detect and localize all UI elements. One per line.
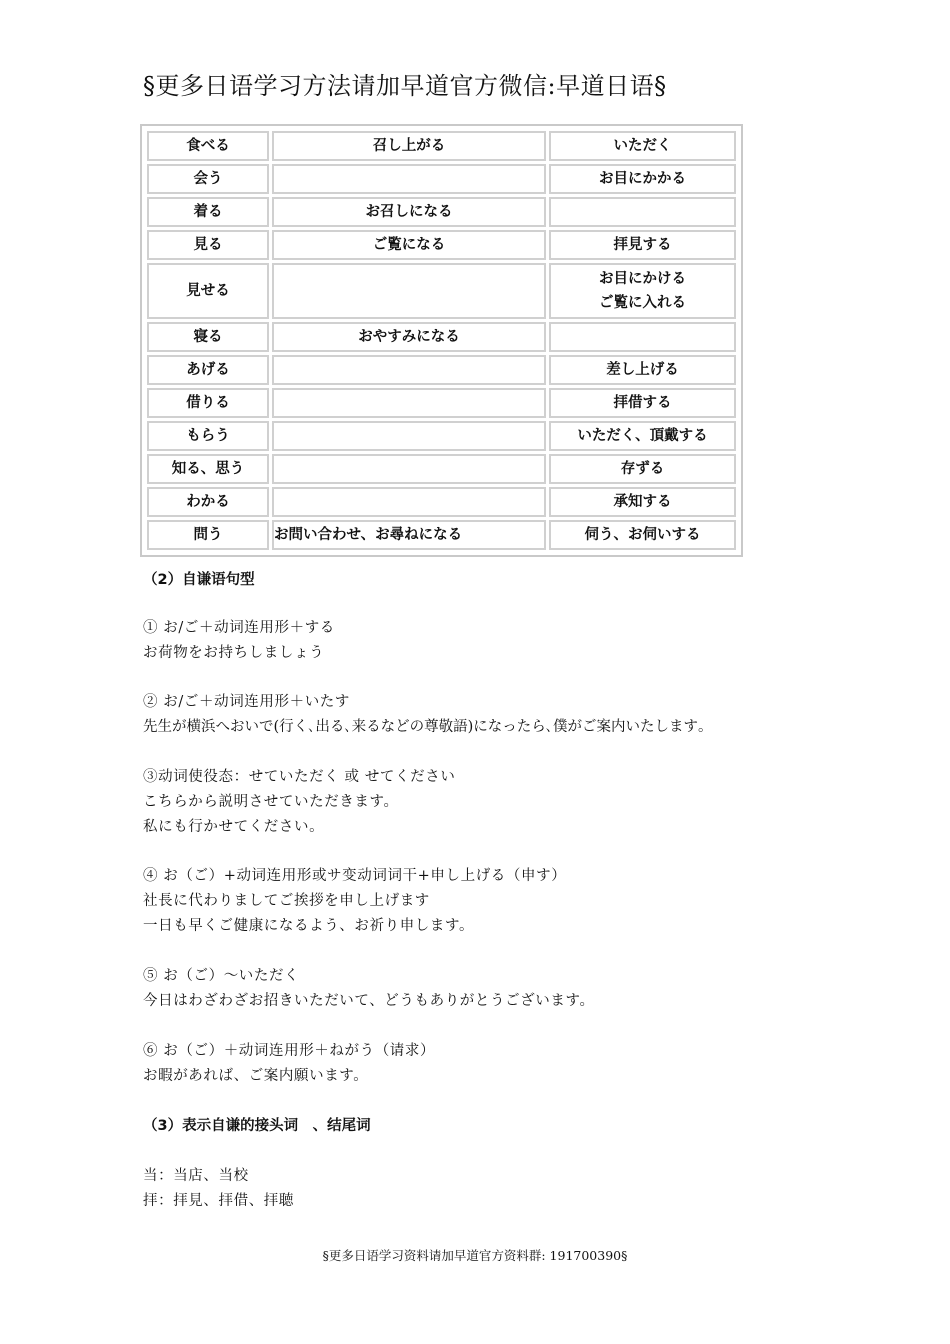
plain-form-cell: 知る、思う xyxy=(147,454,269,484)
pattern-6-title: ⑥ お（ご）＋动词连用形＋ねがう（请求） xyxy=(143,1043,436,1059)
pattern-3-title: ③动词使役态：せていただく 或 せてください xyxy=(143,769,456,785)
kenjogo-text: お目にかける xyxy=(599,271,686,287)
sonkeigo-cell: 召し上がる xyxy=(272,131,546,161)
plain-form-cell: 着る xyxy=(147,197,269,227)
plain-form-cell: 寝る xyxy=(147,322,269,352)
kenjogo-text: 存ずる xyxy=(620,461,665,477)
verb-honorific-table xyxy=(140,124,743,557)
sonkeigo-cell xyxy=(272,388,546,418)
kenjogo-text: 伺う、お伺いする xyxy=(584,527,701,543)
table-row xyxy=(147,355,736,385)
sonkeigo-cell: お召しになる xyxy=(272,197,546,227)
kenjogo-cell xyxy=(549,421,736,451)
kenjogo-cell xyxy=(549,388,736,418)
pattern-3-example-1: こちらから説明させていただきます。 xyxy=(143,794,399,810)
kenjogo-cell xyxy=(549,131,736,161)
sonkeigo-cell xyxy=(272,421,546,451)
prefix-line-2: 拝：拝見、拝借、拝聴 xyxy=(143,1193,294,1209)
table-row xyxy=(147,230,736,260)
prefix-line-1: 当：当店、当校 xyxy=(143,1168,249,1184)
kenjogo-cell xyxy=(549,487,736,517)
pattern-2-title: ② お/ご＋动词连用形＋いたす xyxy=(143,694,350,710)
sonkeigo-cell xyxy=(272,355,546,385)
kenjogo-cell xyxy=(549,454,736,484)
plain-form-cell: 見る xyxy=(147,230,269,260)
pattern-4-title: ④ お（ご）+动词连用形或サ变动词词干+申し上げる（申す） xyxy=(143,868,567,884)
kenjogo-text: ご覧に入れる xyxy=(599,295,686,311)
kenjogo-cell xyxy=(549,322,736,352)
pattern-4-example-2: 一日も早くご健康になるよう、お祈り申します。 xyxy=(143,918,475,934)
kenjogo-cell xyxy=(549,197,736,227)
kenjogo-text: 拝借する xyxy=(613,395,672,411)
kenjogo-cell xyxy=(549,355,736,385)
page-footer: §更多日语学习资料请加早道官方资料群: 191700390§ xyxy=(322,1248,628,1263)
kenjogo-cell xyxy=(549,230,736,260)
sonkeigo-cell xyxy=(272,263,546,319)
sonkeigo-cell: おやすみになる xyxy=(272,322,546,352)
table-row xyxy=(147,388,736,418)
table-row xyxy=(147,487,736,517)
plain-form-cell: 見せる xyxy=(147,263,269,319)
pattern-6-example: お暇があれば、ご案内願います。 xyxy=(143,1068,369,1084)
pattern-5-title: ⑤ お（ご）～いただく xyxy=(143,968,300,984)
pattern-3-example-2: 私にも行かせてください。 xyxy=(143,819,325,835)
sonkeigo-cell xyxy=(272,454,546,484)
table-row xyxy=(147,131,736,161)
table-row xyxy=(147,263,736,319)
plain-form-cell: 食べる xyxy=(147,131,269,161)
plain-form-cell: あげる xyxy=(147,355,269,385)
pattern-5-example: 今日はわざわざお招きいただいて、どうもありがとうございます。 xyxy=(143,993,595,1009)
kenjogo-cell xyxy=(549,263,736,319)
sonkeigo-cell: ご覧になる xyxy=(272,230,546,260)
kenjogo-text: 拝見する xyxy=(613,237,672,253)
pattern-4-example-1: 社長に代わりましてご挨拶を申し上げます xyxy=(143,893,430,909)
table-row xyxy=(147,164,736,194)
sonkeigo-cell xyxy=(272,164,546,194)
kenjogo-cell xyxy=(549,164,736,194)
plain-form-cell: もらう xyxy=(147,421,269,451)
verb-table xyxy=(144,128,739,553)
section-2-title: （2）自谦语句型 xyxy=(143,572,255,588)
page-header: §更多日语学习方法请加早道官方微信:早道日语§ xyxy=(143,72,667,100)
table-row xyxy=(147,454,736,484)
kenjogo-text: いただく、頂戴する xyxy=(577,428,708,444)
plain-form-cell: わかる xyxy=(147,487,269,517)
sonkeigo-cell xyxy=(272,487,546,517)
kenjogo-text: いただく xyxy=(613,138,672,154)
plain-form-cell: 問う xyxy=(147,520,269,550)
kenjogo-text: 差し上げる xyxy=(606,362,679,378)
table-row xyxy=(147,322,736,352)
pattern-2-example: 先生が横浜へおいで(行く､出る､来るなどの尊敬語)になったら､僕がご案内いたします｡ xyxy=(143,719,706,735)
pattern-1-example: お荷物をお持ちしましょう xyxy=(143,645,325,661)
pattern-1-title: ① お/ご＋动词连用形＋する xyxy=(143,620,335,636)
table-row xyxy=(147,421,736,451)
plain-form-cell: 借りる xyxy=(147,388,269,418)
section-3-title: （3）表示自谦的接头词 、结尾词 xyxy=(143,1118,371,1134)
sonkeigo-cell: お問い合わせ、お尋ねになる xyxy=(272,520,546,550)
kenjogo-text: お目にかかる xyxy=(599,171,686,187)
plain-form-cell: 会う xyxy=(147,164,269,194)
kenjogo-text: 承知する xyxy=(613,494,672,510)
kenjogo-cell xyxy=(549,520,736,550)
table-row xyxy=(147,197,736,227)
table-row xyxy=(147,520,736,550)
